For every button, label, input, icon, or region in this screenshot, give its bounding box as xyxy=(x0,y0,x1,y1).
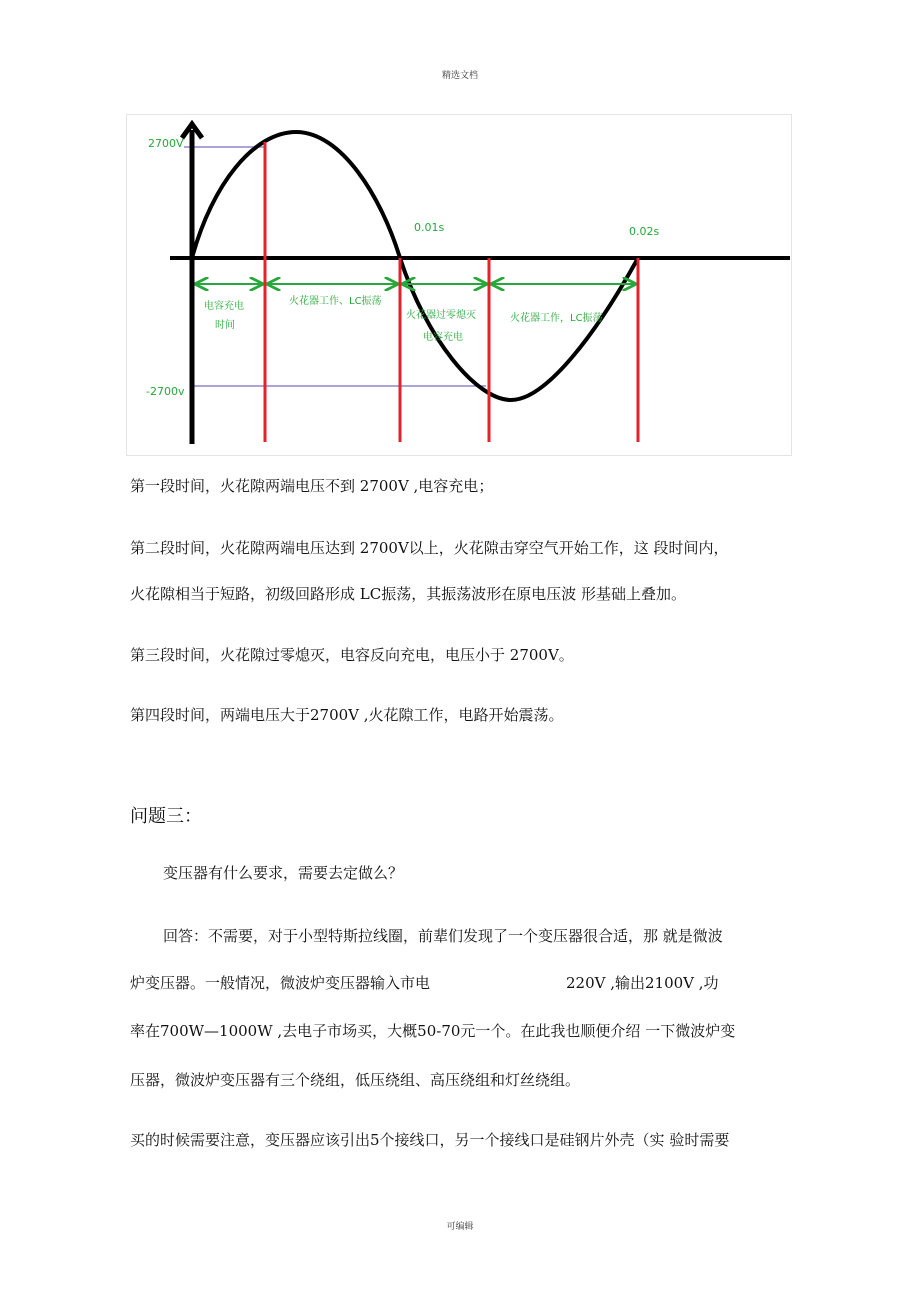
time-label-0-01s: 0.01s xyxy=(414,221,445,234)
time-label-0-02s: 0.02s xyxy=(629,225,660,238)
y-positive-label: 2700V xyxy=(148,137,184,150)
page-footer: 可编辑 xyxy=(446,1222,474,1232)
segment1-label-line1: 电容充电 xyxy=(204,301,244,312)
segment2-label: 火花器工作、LC振荡 xyxy=(289,296,382,307)
answer-line-2a: 炉变压器。一般情况，微波炉变压器输入市电 xyxy=(130,974,431,992)
y-negative-label: -2700v xyxy=(146,385,185,398)
answer-line-4: 压器，微波炉变压器有三个绕组，低压绕组、高压绕组和灯丝绕组。 xyxy=(130,1071,581,1089)
paragraph-segment-4: 第四段时间，两端电压大于2700V ,火花隙工作，电路开始震荡。 xyxy=(130,706,564,724)
question-text: 变压器有什么要求，需要去定做么？ xyxy=(163,864,404,882)
paragraph-segment-1: 第一段时间，火花隙两端电压不到 2700V ,电容充电； xyxy=(130,477,494,495)
segment3-label-line1: 火花器过零熄灭 xyxy=(406,310,476,321)
segment3-label-line2: 电容充电 xyxy=(423,332,463,343)
paragraph-segment-2-line2: 火花隙相当于短路，初级回路形成 LC振荡，其振荡波形在原电压波 形基础上叠加。 xyxy=(130,585,686,603)
paragraph-segment-3: 第三段时间，火花隙过零熄灭，电容反向充电，电压小于 2700V。 xyxy=(130,646,574,664)
answer-line-2b: 220V ,输出2100V ,功 xyxy=(566,974,719,992)
segment4-label: 火花器工作，LC振荡 xyxy=(510,313,603,324)
page-header: 精选文档 xyxy=(441,71,478,81)
section-title: 问题三： xyxy=(130,806,202,827)
answer-line-1: 回答：不需要，对于小型特斯拉线圈，前辈们发现了一个变压器很合适，那 就是微波 xyxy=(163,927,723,945)
answer-line-5: 买的时候需要注意，变压器应该引出5个接线口，另一个接线口是硅钢片外壳（实 验时需要 xyxy=(130,1131,730,1149)
waveform-figure xyxy=(126,114,792,456)
paragraph-segment-2-line1: 第二段时间，火花隙两端电压达到 2700V以上，火花隙击穿空气开始工作，这 段时间内， xyxy=(130,539,729,557)
segment1-label-line2: 时间 xyxy=(215,320,235,331)
answer-line-3: 率在700W—1000W ,去电子市场买，大概50-70元一个。在此我也顺便介绍 一下微波炉变 xyxy=(130,1022,736,1040)
